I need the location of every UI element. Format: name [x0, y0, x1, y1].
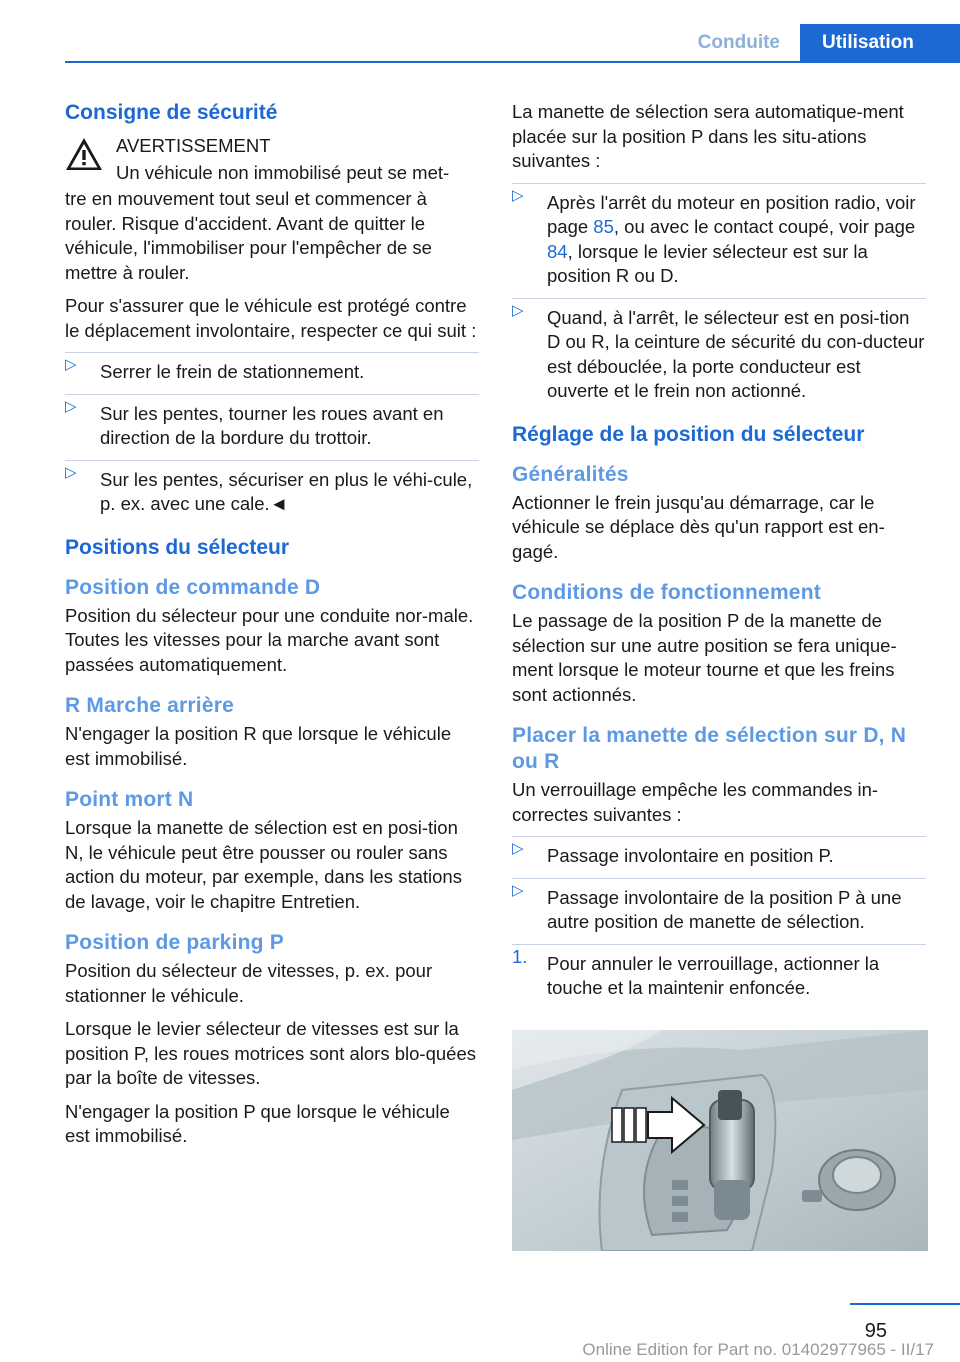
conditions-text: Le passage de la position P de la manette de sélection sur une autre position se fera unique-ment lorsque le moteur tourne et que les freins sont actionnés.	[512, 610, 897, 705]
p-text-3: N'engager la position P que lorsque le véhicule est immobilisé.	[65, 1100, 450, 1146]
bullet-triangle-icon: ▷	[65, 356, 77, 373]
list-item: ▷ Après l'arrêt du moteur en position radio, voir page 85, ou avec le contact coupé, voir page 84, lorsque le levier sélecteur est sur la position R ou D.	[512, 183, 926, 289]
bullet-triangle-icon: ▷	[65, 463, 77, 481]
bullet-triangle-icon: ▷	[65, 397, 77, 415]
numbered-step: 1. Pour annuler le verrouillage, actionner la touche et la maintenir enfoncée.	[512, 944, 926, 1001]
conditions-heading: Conditions de fonctionnement	[512, 581, 821, 604]
step-number: 1.	[512, 945, 528, 967]
warning-block	[65, 134, 479, 185]
d-text: Position du sélecteur pour une conduite nor-male. Toutes les vitesses pour la marche avant sont passées automatiquement.	[65, 604, 474, 675]
p-heading: Position de parking P	[65, 931, 284, 954]
protect-intro: Pour s'assurer que le véhicule est protégé contre le déplacement involontaire, respecter ce qui suit :	[65, 295, 477, 341]
list-item: ▷ Passage involontaire en position P.	[512, 836, 926, 869]
warning-text: tre en mouvement tout seul et commencer à rouler. Risque d'accident. Avant de quitter le véhicule, l'immobiliser pour l'empêcher de se mettre à rouler.	[65, 188, 432, 283]
list-item: ▷ Quand, à l'arrêt, le sélecteur est en posi-tion D ou R, la ceinture de sécurité du con-ducteur est débouclée, la porte conducteur est ouverte et le frein non actionné.	[512, 298, 926, 404]
r-text: N'engager la position R que lorsque le véhicule est immobilisé.	[65, 723, 452, 769]
p-text-1: Position du sélecteur de vitesses, p. ex. pour stationner le véhicule.	[65, 960, 433, 1006]
page-link-85[interactable]: 85	[593, 216, 614, 237]
placer-bullet-list	[512, 836, 926, 1001]
page-number: 95	[864, 1320, 887, 1342]
page-link-84[interactable]: 84	[547, 240, 568, 262]
placer-intro: Un verrouillage empêche les commandes in-correctes suivantes :	[512, 779, 879, 825]
bullet-triangle-icon: ▷	[512, 301, 524, 319]
d-heading: Position de commande D	[65, 575, 321, 599]
n-text: Lorsque la manette de sélection est en posi-tion N, le véhicule peut être pousser ou rouler sans action du moteur, par exemple, dans les stations de lavage, voir le chapitre Entretien.	[65, 817, 462, 912]
bullet-triangle-icon: ▷	[512, 881, 524, 899]
list-item: ▷ Sur les pentes, tourner les roues avant en direction de la bordure du trottoir.	[65, 394, 479, 451]
tab-conduite[interactable]: Conduite	[678, 24, 800, 62]
reglage-heading: Réglage de la position du sélecteur	[512, 422, 865, 446]
edition-footer: Online Edition for Part no. 01402977965 - II/17	[582, 1340, 934, 1359]
list-item: ▷ Sur les pentes, sécuriser en plus le véhi-cule, p. ex. avec une cale.◄	[65, 460, 479, 517]
bullet-triangle-icon: ▷	[512, 186, 524, 204]
placer-heading: Placer la manette de sélection sur D, N ou R	[512, 724, 907, 773]
header-rule	[65, 61, 960, 63]
p-text-2: Lorsque le levier sélecteur de vitesses est sur la position P, les roues motrices sont alors blo-quées par la boîte de vitesses.	[65, 1018, 476, 1088]
tab-utilisation[interactable]: Utilisation	[800, 24, 960, 62]
safety-heading: Consigne de sécurité	[65, 101, 278, 124]
gear-selector-illustration	[512, 1030, 928, 1251]
warning-label: AVERTISSEMENT	[116, 135, 271, 156]
generalites-heading: Généralités	[512, 462, 629, 486]
auto-intro: La manette de sélection sera automatique-ment placée sur la position P dans les situ-ations suivantes :	[512, 101, 904, 171]
positions-heading: Positions du sélecteur	[65, 535, 290, 559]
footer-rule	[850, 1303, 960, 1305]
header-tabs	[678, 24, 960, 62]
list-item: ▷ Serrer le frein de stationnement.	[65, 352, 479, 385]
n-heading: Point mort N	[65, 788, 194, 811]
auto-bullet-list	[512, 183, 926, 404]
list-item: ▷ Passage involontaire de la position P à une autre position de manette de sélection.	[512, 878, 926, 935]
left-column	[65, 100, 479, 1158]
right-column	[512, 100, 926, 1011]
protect-bullet-list	[65, 352, 479, 517]
warning-triangle-icon	[65, 137, 103, 171]
r-heading: R Marche arrière	[65, 694, 234, 717]
warning-line: Un véhicule non immobilisé peut se met-	[116, 161, 450, 183]
bullet-triangle-icon: ▷	[512, 840, 524, 857]
generalites-text: Actionner le frein jusqu'au démarrage, car le véhicule se déplace dès qu'un rapport est en-gagé.	[512, 491, 885, 562]
